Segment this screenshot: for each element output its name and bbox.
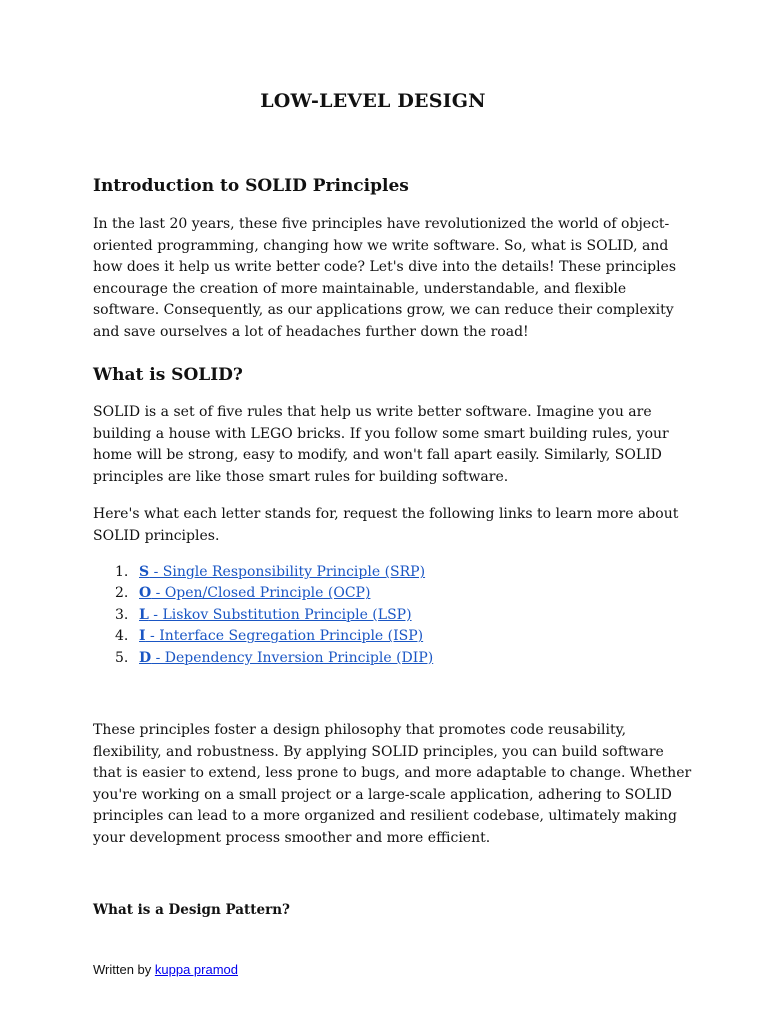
principle-text: - Single Responsibility Principle (SRP) [149,564,426,580]
principle-letter: L [139,606,149,623]
list-item [93,562,433,583]
list-number: 5. [115,649,129,666]
closing-paragraph: These principles foster a design philosophy that promotes code reusability, flexibility, and robustness. By applying SOLID principles, you can build software that is easier to extend, less prone to bugs, and more adaptable to change. Whether you're working on a small project or a large-scale application, adhering to SOLID principles can lead to a more organized and resilient codebase, ultimately making your development process smoother and more efficient. [93,722,692,846]
footer-prefix: Written by [93,962,155,977]
principle-link-ocp[interactable] [139,583,370,604]
footer-attribution [93,962,238,977]
list-number: 1. [115,564,129,580]
principle-letter: D [139,649,152,666]
principle-letter: O [139,585,152,602]
list-item [93,626,433,647]
intro-heading: Introduction to SOLID Principles [93,176,409,196]
design-pattern-heading: What is a Design Pattern? [93,902,290,918]
list-item [93,605,433,626]
principles-list [93,562,433,669]
principle-link-lsp[interactable] [139,605,412,626]
principle-letter: S [139,564,150,580]
intro-paragraph: In the last 20 years, these five principles have revolutionized the world of object-oriented programming, changing how we write software. So, what is SOLID, and how does it help us write better code? Let's dive into the details! These principles encourage the creation of more maintainable, understandable, and flexible software. Consequently, as our applications grow, we can reduce their complexity and save ourselves a lot of headaches further down the road! [93,216,677,340]
list-number: 4. [115,628,129,645]
principle-link-isp[interactable] [139,626,423,647]
list-number: 3. [115,606,129,623]
principle-text: - Dependency Inversion Principle (DIP) [151,649,434,666]
list-item [93,583,433,604]
principle-link-srp[interactable] [139,562,425,583]
principle-text: - Open/Closed Principle (OCP) [151,585,371,602]
principle-text: - Liskov Substitution Principle (LSP) [148,606,412,623]
author-link[interactable]: kuppa pramod [154,962,239,977]
principle-letter: I [139,628,146,645]
page-title: LOW-LEVEL DESIGN [260,90,486,112]
principle-text: - Interface Segregation Principle (ISP) [145,628,424,645]
solid-paragraph-2: Here's what each letter stands for, request the following links to learn more about SOLID principles. [93,506,679,544]
solid-paragraph-1: SOLID is a set of five rules that help us write better software. Imagine you are building a house with LEGO bricks. If you follow some smart building rules, your home will be strong, easy to modify, and won't fall apart easily. Similarly, SOLID principles are like those smart rules for building software. [93,404,669,485]
list-number: 2. [115,585,129,602]
list-item [93,648,433,669]
what-is-solid-heading: What is SOLID? [93,365,243,385]
principle-link-dip[interactable] [139,648,433,669]
